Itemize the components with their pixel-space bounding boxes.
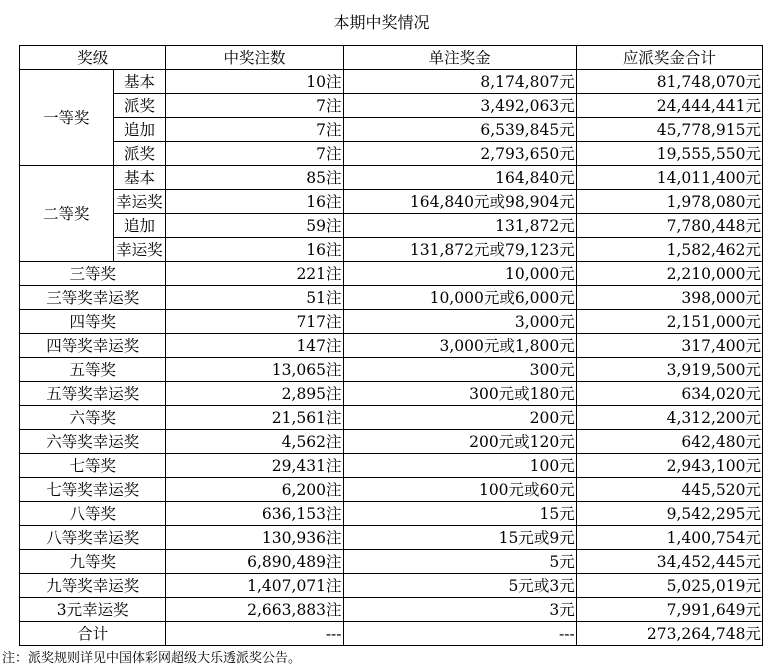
prize-total: 634,020元	[576, 382, 762, 406]
prize-total: 14,011,400元	[576, 166, 762, 190]
winning-count: 717注	[166, 310, 343, 334]
winning-count: 21,561注	[166, 406, 343, 430]
prize-total: 7,991,649元	[576, 598, 762, 622]
winning-count: 1,407,071注	[166, 574, 343, 598]
winning-count: 6,200注	[166, 478, 343, 502]
first-prize-label: 一等奖	[20, 70, 114, 166]
prize-amount: 3,000元	[343, 310, 576, 334]
prize-total: 1,582,462元	[576, 238, 762, 262]
sub-level: 派奖	[113, 142, 166, 166]
header-amount: 单注奖金	[343, 46, 576, 70]
prize-total: 3,919,500元	[576, 358, 762, 382]
prize-total: 5,025,019元	[576, 574, 762, 598]
prize-amount: 2,793,650元	[343, 142, 576, 166]
table-row	[20, 502, 763, 526]
prize-total: 24,444,441元	[576, 94, 762, 118]
table-row	[20, 430, 763, 454]
winning-count: 221注	[166, 262, 343, 286]
prize-amount: 200元或120元	[343, 430, 576, 454]
sub-level: 派奖	[113, 94, 166, 118]
prize-amount: 3,000元或1,800元	[343, 334, 576, 358]
header-level: 奖级	[20, 46, 166, 70]
table-row	[20, 334, 763, 358]
prize-table	[19, 45, 763, 646]
summary-amount: ---	[343, 622, 576, 646]
winning-count: 2,663,883注	[166, 598, 343, 622]
winning-count: 16注	[166, 238, 343, 262]
winning-count: 6,890,489注	[166, 550, 343, 574]
prize-total: 642,480元	[576, 430, 762, 454]
summary-count: ---	[166, 622, 343, 646]
table-header-row	[20, 46, 763, 70]
prize-total: 2,151,000元	[576, 310, 762, 334]
prize-level: 六等奖	[20, 406, 166, 430]
sub-level: 追加	[113, 214, 166, 238]
prize-level: 九等奖	[20, 550, 166, 574]
page-title: 本期中奖情况	[333, 13, 430, 32]
winning-count: 29,431注	[166, 454, 343, 478]
prize-level: 七等奖	[20, 454, 166, 478]
sub-level: 幸运奖	[113, 190, 166, 214]
winning-count: 130,936注	[166, 526, 343, 550]
header-count: 中奖注数	[166, 46, 343, 70]
winning-count: 51注	[166, 286, 343, 310]
table-row	[20, 142, 763, 166]
prize-amount: 5元或3元	[343, 574, 576, 598]
prize-amount: 3元	[343, 598, 576, 622]
prize-total: 1,978,080元	[576, 190, 762, 214]
prize-amount: 5元	[343, 550, 576, 574]
prize-total: 34,452,445元	[576, 550, 762, 574]
summary-total: 273,264,748元	[576, 622, 762, 646]
sub-level: 基本	[113, 166, 166, 190]
winning-count: 7注	[166, 118, 343, 142]
prize-amount: 6,539,845元	[343, 118, 576, 142]
table-row	[20, 262, 763, 286]
winning-count: 10注	[166, 70, 343, 94]
prize-amount: 131,872元或79,123元	[343, 238, 576, 262]
prize-total: 9,542,295元	[576, 502, 762, 526]
table-row	[20, 478, 763, 502]
winning-count: 7注	[166, 142, 343, 166]
footnote: 注：派奖规则详见中国体彩网超级大乐透派奖公告。	[2, 651, 302, 666]
prize-amount: 164,840元或98,904元	[343, 190, 576, 214]
winning-count: 85注	[166, 166, 343, 190]
sub-level: 基本	[113, 70, 166, 94]
prize-level: 八等奖幸运奖	[20, 526, 166, 550]
prize-total: 1,400,754元	[576, 526, 762, 550]
table-row	[20, 214, 763, 238]
winning-count: 2,895注	[166, 382, 343, 406]
table-row	[20, 526, 763, 550]
sub-level: 幸运奖	[113, 238, 166, 262]
prize-total: 2,943,100元	[576, 454, 762, 478]
winning-count: 147注	[166, 334, 343, 358]
second-prize-label: 二等奖	[20, 166, 114, 262]
prize-amount: 300元或180元	[343, 382, 576, 406]
sub-level: 追加	[113, 118, 166, 142]
winning-count: 7注	[166, 94, 343, 118]
prize-level: 六等奖幸运奖	[20, 430, 166, 454]
prize-amount: 15元或9元	[343, 526, 576, 550]
table-row	[20, 286, 763, 310]
table-row	[20, 166, 763, 190]
prize-level: 五等奖	[20, 358, 166, 382]
prize-level: 三等奖	[20, 262, 166, 286]
winning-count: 4,562注	[166, 430, 343, 454]
winning-count: 16注	[166, 190, 343, 214]
prize-level: 四等奖	[20, 310, 166, 334]
prize-total: 445,520元	[576, 478, 762, 502]
table-row	[20, 382, 763, 406]
table-row	[20, 310, 763, 334]
table-row	[20, 190, 763, 214]
prize-amount: 10,000元	[343, 262, 576, 286]
prize-total: 81,748,070元	[576, 70, 762, 94]
table-row	[20, 238, 763, 262]
prize-level: 3元幸运奖	[20, 598, 166, 622]
table-row	[20, 406, 763, 430]
prize-amount: 15元	[343, 502, 576, 526]
prize-total: 19,555,550元	[576, 142, 762, 166]
prize-level: 八等奖	[20, 502, 166, 526]
summary-label: 合计	[20, 622, 166, 646]
prize-amount: 100元或60元	[343, 478, 576, 502]
prize-level: 四等奖幸运奖	[20, 334, 166, 358]
prize-total: 398,000元	[576, 286, 762, 310]
table-row	[20, 70, 763, 94]
winning-count: 636,153注	[166, 502, 343, 526]
table-row	[20, 358, 763, 382]
table-row	[20, 550, 763, 574]
winning-count: 13,065注	[166, 358, 343, 382]
prize-amount: 8,174,807元	[343, 70, 576, 94]
prize-total: 45,778,915元	[576, 118, 762, 142]
prize-amount: 200元	[343, 406, 576, 430]
prize-amount: 300元	[343, 358, 576, 382]
prize-level: 九等奖幸运奖	[20, 574, 166, 598]
prize-total: 4,312,200元	[576, 406, 762, 430]
prize-amount: 10,000元或6,000元	[343, 286, 576, 310]
summary-row	[20, 622, 763, 646]
prize-level: 三等奖幸运奖	[20, 286, 166, 310]
table-row	[20, 454, 763, 478]
table-row	[20, 94, 763, 118]
prize-total: 7,780,448元	[576, 214, 762, 238]
prize-total: 2,210,000元	[576, 262, 762, 286]
winning-count: 59注	[166, 214, 343, 238]
table-row	[20, 598, 763, 622]
table-row	[20, 118, 763, 142]
prize-level-rows	[20, 262, 763, 622]
prize-amount: 3,492,063元	[343, 94, 576, 118]
table-row	[20, 574, 763, 598]
prize-level: 五等奖幸运奖	[20, 382, 166, 406]
prize-level: 七等奖幸运奖	[20, 478, 166, 502]
prize-amount: 131,872元	[343, 214, 576, 238]
prize-amount: 100元	[343, 454, 576, 478]
header-total: 应派奖金合计	[576, 46, 762, 70]
prize-amount: 164,840元	[343, 166, 576, 190]
prize-total: 317,400元	[576, 334, 762, 358]
